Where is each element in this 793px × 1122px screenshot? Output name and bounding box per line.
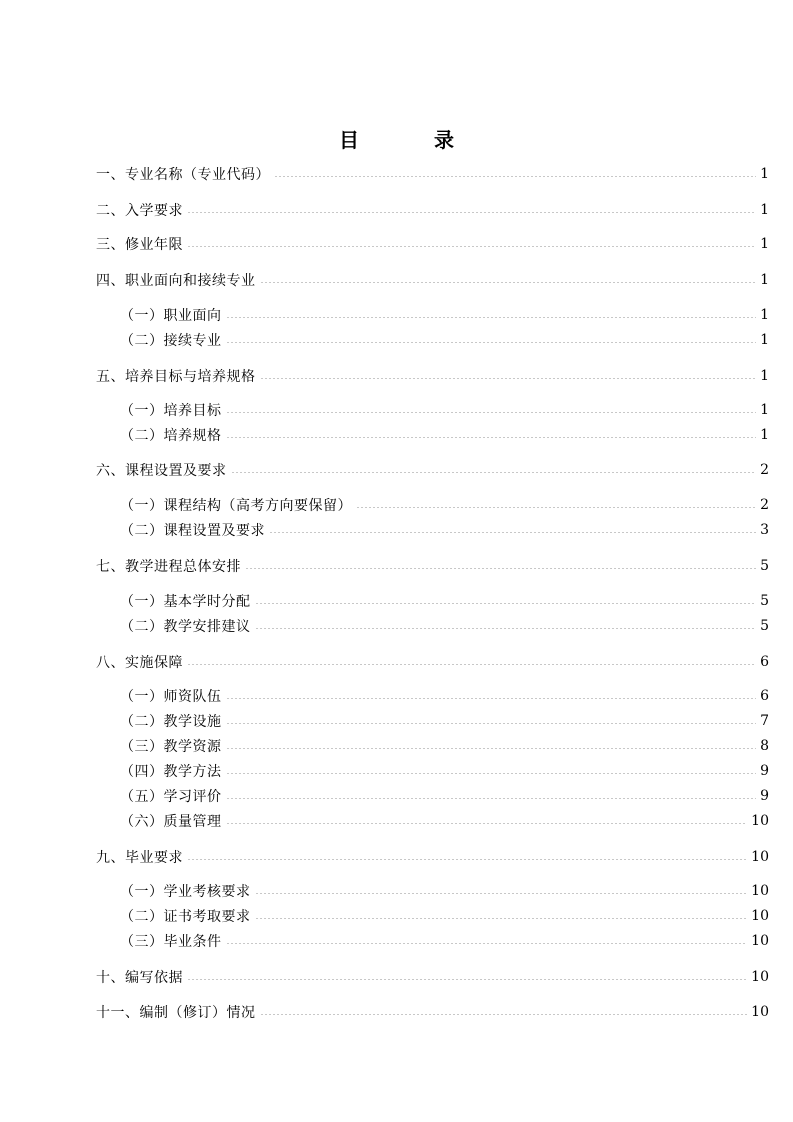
- toc-entry-text: （三）教学资源: [120, 739, 222, 755]
- toc-entry-section[interactable]: [96, 966, 769, 988]
- toc-entry-page-number: 5: [760, 558, 769, 574]
- toc-entry-text: 十、编写依据: [96, 970, 183, 986]
- toc-entry-text: 七、教学进程总体安排: [96, 559, 241, 575]
- dot-leader: [260, 1014, 748, 1015]
- dot-leader: [226, 317, 757, 318]
- toc-entry-page-number: 1: [760, 272, 769, 288]
- dot-leader: [245, 568, 756, 569]
- toc-entry-subsection[interactable]: [120, 785, 769, 807]
- dot-leader: [226, 723, 757, 724]
- dot-leader: [226, 773, 757, 774]
- toc-entry-text: （六）质量管理: [120, 814, 222, 830]
- toc-entry-page-number: 5: [760, 593, 769, 609]
- toc-entry-page-number: 5: [760, 618, 769, 634]
- toc-entry-subsection[interactable]: [120, 710, 769, 732]
- toc-entry-section[interactable]: [96, 651, 769, 673]
- toc-entry-page-number: 2: [760, 462, 769, 478]
- toc-entry-subsection[interactable]: [120, 760, 769, 782]
- toc-entry-page-number: 9: [760, 763, 769, 779]
- dot-leader: [255, 603, 757, 604]
- toc-entry-subsection[interactable]: [120, 810, 769, 832]
- toc-entry-page-number: 10: [751, 813, 769, 829]
- toc-entry-section[interactable]: [96, 555, 769, 577]
- toc-entry-text: （三）毕业条件: [120, 934, 222, 950]
- dot-leader: [187, 979, 747, 980]
- dot-leader: [231, 472, 757, 473]
- toc-entry-text: （二）培养规格: [120, 428, 222, 444]
- toc-entry-text: 二、入学要求: [96, 203, 183, 219]
- toc-entry-text: 四、职业面向和接续专业: [96, 273, 256, 289]
- toc-entry-page-number: 10: [751, 883, 769, 899]
- toc-entry-section[interactable]: [96, 163, 769, 185]
- dot-leader: [226, 412, 757, 413]
- toc-entry-subsection[interactable]: [120, 735, 769, 757]
- dot-leader: [187, 664, 756, 665]
- toc-entry-page-number: 1: [760, 166, 769, 182]
- toc-entry-text: （二）教学安排建议: [120, 619, 251, 635]
- toc-entry-page-number: 2: [760, 497, 769, 513]
- dot-leader: [226, 437, 757, 438]
- dot-leader: [260, 378, 757, 379]
- dot-leader: [226, 698, 757, 699]
- toc-entry-subsection[interactable]: [120, 424, 769, 446]
- toc-entry-page-number: 1: [760, 307, 769, 323]
- dot-leader: [226, 342, 757, 343]
- toc-entry-page-number: 1: [760, 236, 769, 252]
- toc-entry-page-number: 10: [751, 908, 769, 924]
- toc-entry-subsection[interactable]: [120, 590, 769, 612]
- toc-entry-subsection[interactable]: [120, 880, 769, 902]
- toc-entry-text: （二）课程设置及要求: [120, 523, 265, 539]
- toc-entry-text: （一）职业面向: [120, 308, 222, 324]
- toc-entry-text: （二）接续专业: [120, 333, 222, 349]
- toc-entry-text: （四）教学方法: [120, 764, 222, 780]
- toc-entry-subsection[interactable]: [120, 930, 769, 952]
- dot-leader: [187, 212, 756, 213]
- dot-leader: [255, 893, 748, 894]
- toc-entry-page-number: 1: [760, 402, 769, 418]
- toc-entry-subsection[interactable]: [120, 494, 769, 516]
- toc-entry-section[interactable]: [96, 1001, 769, 1023]
- toc-entry-page-number: 3: [760, 522, 769, 538]
- toc-entry-text: 十一、编制（修订）情况: [96, 1005, 256, 1021]
- toc-entry-text: 六、课程设置及要求: [96, 463, 227, 479]
- toc-entry-text: 九、毕业要求: [96, 850, 183, 866]
- toc-entry-section[interactable]: [96, 233, 769, 255]
- toc-entry-text: （一）基本学时分配: [120, 594, 251, 610]
- toc-entry-subsection[interactable]: [120, 304, 769, 326]
- toc-entry-section[interactable]: [96, 846, 769, 868]
- toc-entry-subsection[interactable]: [120, 329, 769, 351]
- toc-entry-page-number: 10: [751, 969, 769, 985]
- toc-entry-text: （二）教学设施: [120, 714, 222, 730]
- toc-entry-subsection[interactable]: [120, 615, 769, 637]
- toc-entry-section[interactable]: [96, 269, 769, 291]
- dot-leader: [226, 798, 757, 799]
- toc-entry-subsection[interactable]: [120, 905, 769, 927]
- dot-leader: [255, 918, 748, 919]
- dot-leader: [187, 246, 756, 247]
- toc-entry-subsection[interactable]: [120, 685, 769, 707]
- toc-entry-page-number: 10: [751, 933, 769, 949]
- toc-entry-text: （一）学业考核要求: [120, 884, 251, 900]
- dot-leader: [187, 859, 747, 860]
- toc-entry-text: 一、专业名称（专业代码）: [96, 167, 270, 183]
- toc-entry-text: （五）学习评价: [120, 789, 222, 805]
- toc-entry-subsection[interactable]: [120, 519, 769, 541]
- dot-leader: [269, 532, 756, 533]
- dot-leader: [226, 943, 748, 944]
- dot-leader: [226, 748, 757, 749]
- toc-entry-text: （一）培养目标: [120, 403, 222, 419]
- toc-entry-page-number: 10: [751, 849, 769, 865]
- toc-entry-section[interactable]: [96, 459, 769, 481]
- toc-entry-section[interactable]: [96, 199, 769, 221]
- dot-leader: [226, 823, 748, 824]
- toc-entry-page-number: 6: [760, 654, 769, 670]
- toc-entry-text: （二）证书考取要求: [120, 909, 251, 925]
- toc-entry-page-number: 8: [760, 738, 769, 754]
- toc-title: 目 录: [339, 128, 488, 152]
- toc-entry-text: 五、培养目标与培养规格: [96, 369, 256, 385]
- toc-entry-page-number: 7: [760, 713, 769, 729]
- toc-entry-page-number: 9: [760, 788, 769, 804]
- toc-entry-page-number: 6: [760, 688, 769, 704]
- toc-entry-page-number: 1: [760, 427, 769, 443]
- dot-leader: [274, 176, 756, 177]
- dot-leader: [255, 628, 757, 629]
- dot-leader: [356, 507, 756, 508]
- toc-entry-text: 八、实施保障: [96, 655, 183, 671]
- toc-entry-page-number: 10: [751, 1004, 769, 1020]
- toc-entry-section[interactable]: [96, 365, 769, 387]
- toc-entry-page-number: 1: [760, 332, 769, 348]
- toc-entry-page-number: 1: [760, 202, 769, 218]
- toc-entry-text: （一）师资队伍: [120, 689, 222, 705]
- dot-leader: [260, 282, 757, 283]
- toc-entry-text: （一）课程结构（高考方向要保留）: [120, 498, 352, 514]
- toc-entry-text: 三、修业年限: [96, 237, 183, 253]
- toc-entry-subsection[interactable]: [120, 399, 769, 421]
- toc-entry-page-number: 1: [760, 368, 769, 384]
